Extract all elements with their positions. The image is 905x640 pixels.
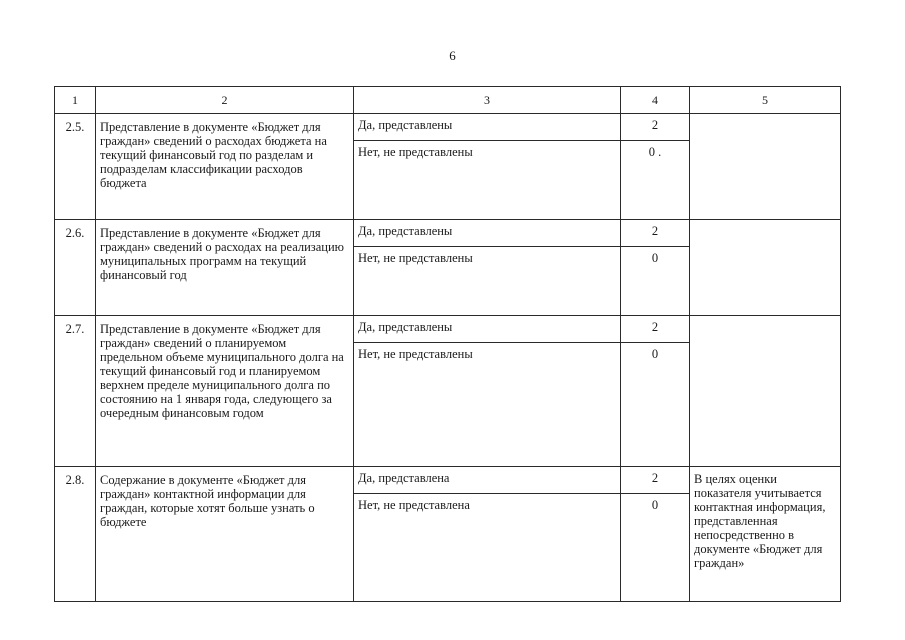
row-description: Представление в документе «Бюджет для граждан» сведений о планируемом предельном объеме муниципального долга на текущий финансовый год и планируемом верхнем пределе муниципального долга по состоянию на 1 января года, следующего за очередным финансовым годом	[96, 316, 354, 467]
answer-option: Нет, не представлены	[354, 141, 621, 220]
row-number: 2.7.	[55, 316, 96, 467]
table-row	[55, 220, 841, 247]
answer-score: 2	[621, 220, 690, 247]
header-col-1: 1	[55, 87, 96, 114]
answer-score: 2	[621, 467, 690, 494]
row-number: 2.5.	[55, 114, 96, 220]
page-number: 6	[449, 48, 456, 63]
answer-score: 0	[621, 247, 690, 316]
header-col-5: 5	[690, 87, 841, 114]
answer-option: Да, представлены	[354, 316, 621, 343]
row-description: Представление в документе «Бюджет для граждан» сведений о расходах на реализацию муниципальных программ на текущий финансовый год	[96, 220, 354, 316]
table-row	[55, 467, 841, 494]
answer-score: 0	[621, 494, 690, 602]
row-note: В целях оценки показателя учитывается контактная информация, представленная непосредственно в документе «Бюджет для граждан»	[690, 467, 841, 602]
answer-score: 2	[621, 316, 690, 343]
answer-option: Нет, не представлены	[354, 343, 621, 467]
row-number: 2.8.	[55, 467, 96, 602]
header-col-3: 3	[354, 87, 621, 114]
answer-option: Да, представлены	[354, 114, 621, 141]
row-note	[690, 114, 841, 220]
answer-option: Да, представлены	[354, 220, 621, 247]
header-row	[55, 87, 841, 114]
row-note	[690, 316, 841, 467]
answer-score: 0 .	[621, 141, 690, 220]
row-description: Представление в документе «Бюджет для граждан» сведений о расходах бюджета на текущий финансовый год по разделам и подразделам классификации расходов бюджета	[96, 114, 354, 220]
answer-score: 2	[621, 114, 690, 141]
answer-option: Да, представлена	[354, 467, 621, 494]
answer-option: Нет, не представлена	[354, 494, 621, 602]
row-number: 2.6.	[55, 220, 96, 316]
header-col-2: 2	[96, 87, 354, 114]
criteria-table	[54, 86, 841, 602]
header-col-4: 4	[621, 87, 690, 114]
row-note	[690, 220, 841, 316]
table-row	[55, 114, 841, 141]
answer-score: 0	[621, 343, 690, 467]
table-row	[55, 316, 841, 343]
answer-option: Нет, не представлены	[354, 247, 621, 316]
row-description: Содержание в документе «Бюджет для граждан» контактной информации для граждан, которые хотят больше узнать о бюджете	[96, 467, 354, 602]
